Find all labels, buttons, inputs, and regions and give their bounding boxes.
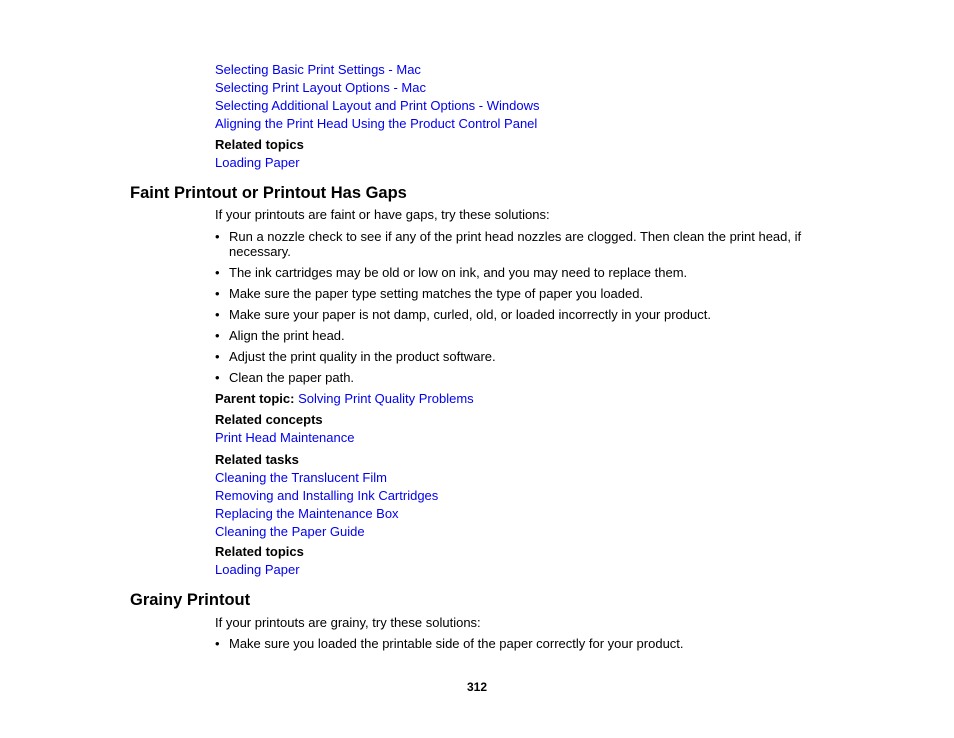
section1-bullets	[215, 229, 835, 391]
top-link-list	[215, 61, 835, 133]
section2-body	[215, 614, 835, 632]
link-print-layout-options-mac[interactable]: Selecting Print Layout Options - Mac	[215, 80, 426, 95]
link-additional-layout-windows[interactable]: Selecting Additional Layout and Print Options - Windows	[215, 98, 540, 113]
bullet-icon: •	[215, 307, 220, 322]
link-loading-paper[interactable]: Loading Paper	[215, 155, 300, 170]
link-print-head-maintenance[interactable]: Print Head Maintenance	[215, 430, 355, 445]
link-cleaning-paper-guide[interactable]: Cleaning the Paper Guide	[215, 524, 365, 539]
bullet-icon: •	[215, 286, 220, 301]
related-concepts	[215, 411, 835, 447]
bullet-item: • Run a nozzle check to see if any of the print head nozzles are clogged. Then clean the print head, if necessary.	[215, 229, 802, 259]
parent-topic-line	[215, 390, 835, 408]
related-concepts-label: Related concepts	[215, 412, 323, 427]
parent-topic-label: Parent topic:	[215, 391, 295, 406]
section1-intro: If your printouts are faint or have gaps, try these solutions:	[215, 207, 550, 222]
related-topics-label: Related topics	[215, 137, 304, 152]
section1-related-topics	[215, 543, 835, 579]
bullet-item: • Make sure the paper type setting matches the type of paper you loaded.	[215, 286, 644, 301]
bullet-item: • Clean the paper path.	[215, 370, 355, 385]
link-maintenance-box[interactable]: Replacing the Maintenance Box	[215, 506, 399, 521]
bullet-icon: •	[215, 229, 220, 244]
section2-intro: If your printouts are grainy, try these solutions:	[215, 615, 481, 630]
bullet-item: • Make sure you loaded the printable side of the paper correctly for your product.	[215, 636, 684, 651]
bullet-icon: •	[215, 265, 220, 280]
section-heading-grainy-printout: Grainy Printout	[130, 591, 251, 609]
bullet-item: • The ink cartridges may be old or low on ink, and you may need to replace them.	[215, 265, 688, 280]
link-aligning-print-head[interactable]: Aligning the Print Head Using the Product Control Panel	[215, 116, 538, 131]
link-ink-cartridges[interactable]: Removing and Installing Ink Cartridges	[215, 488, 439, 503]
bullet-item: • Adjust the print quality in the product software.	[215, 349, 496, 364]
bullet-icon: •	[215, 328, 220, 343]
section1-body	[215, 206, 835, 224]
bullet-item: • Align the print head.	[215, 328, 345, 343]
page-number: 312	[466, 680, 488, 694]
bullet-icon: •	[215, 370, 220, 385]
link-solving-print-quality[interactable]: Solving Print Quality Problems	[298, 391, 474, 406]
top-related-topics	[215, 136, 835, 172]
section-heading-faint-printout: Faint Printout or Printout Has Gaps	[130, 184, 407, 202]
section2-bullets	[215, 636, 835, 657]
related-topics-label: Related topics	[215, 544, 304, 559]
link-basic-print-settings-mac[interactable]: Selecting Basic Print Settings - Mac	[215, 62, 421, 77]
bullet-item: • Make sure your paper is not damp, curled, old, or loaded incorrectly in your product.	[215, 307, 711, 322]
related-tasks-label: Related tasks	[215, 452, 299, 467]
bullet-icon: •	[215, 636, 220, 651]
bullet-icon: •	[215, 349, 220, 364]
link-cleaning-translucent-film[interactable]: Cleaning the Translucent Film	[215, 470, 387, 485]
link-loading-paper[interactable]: Loading Paper	[215, 562, 300, 577]
related-tasks	[215, 451, 835, 541]
